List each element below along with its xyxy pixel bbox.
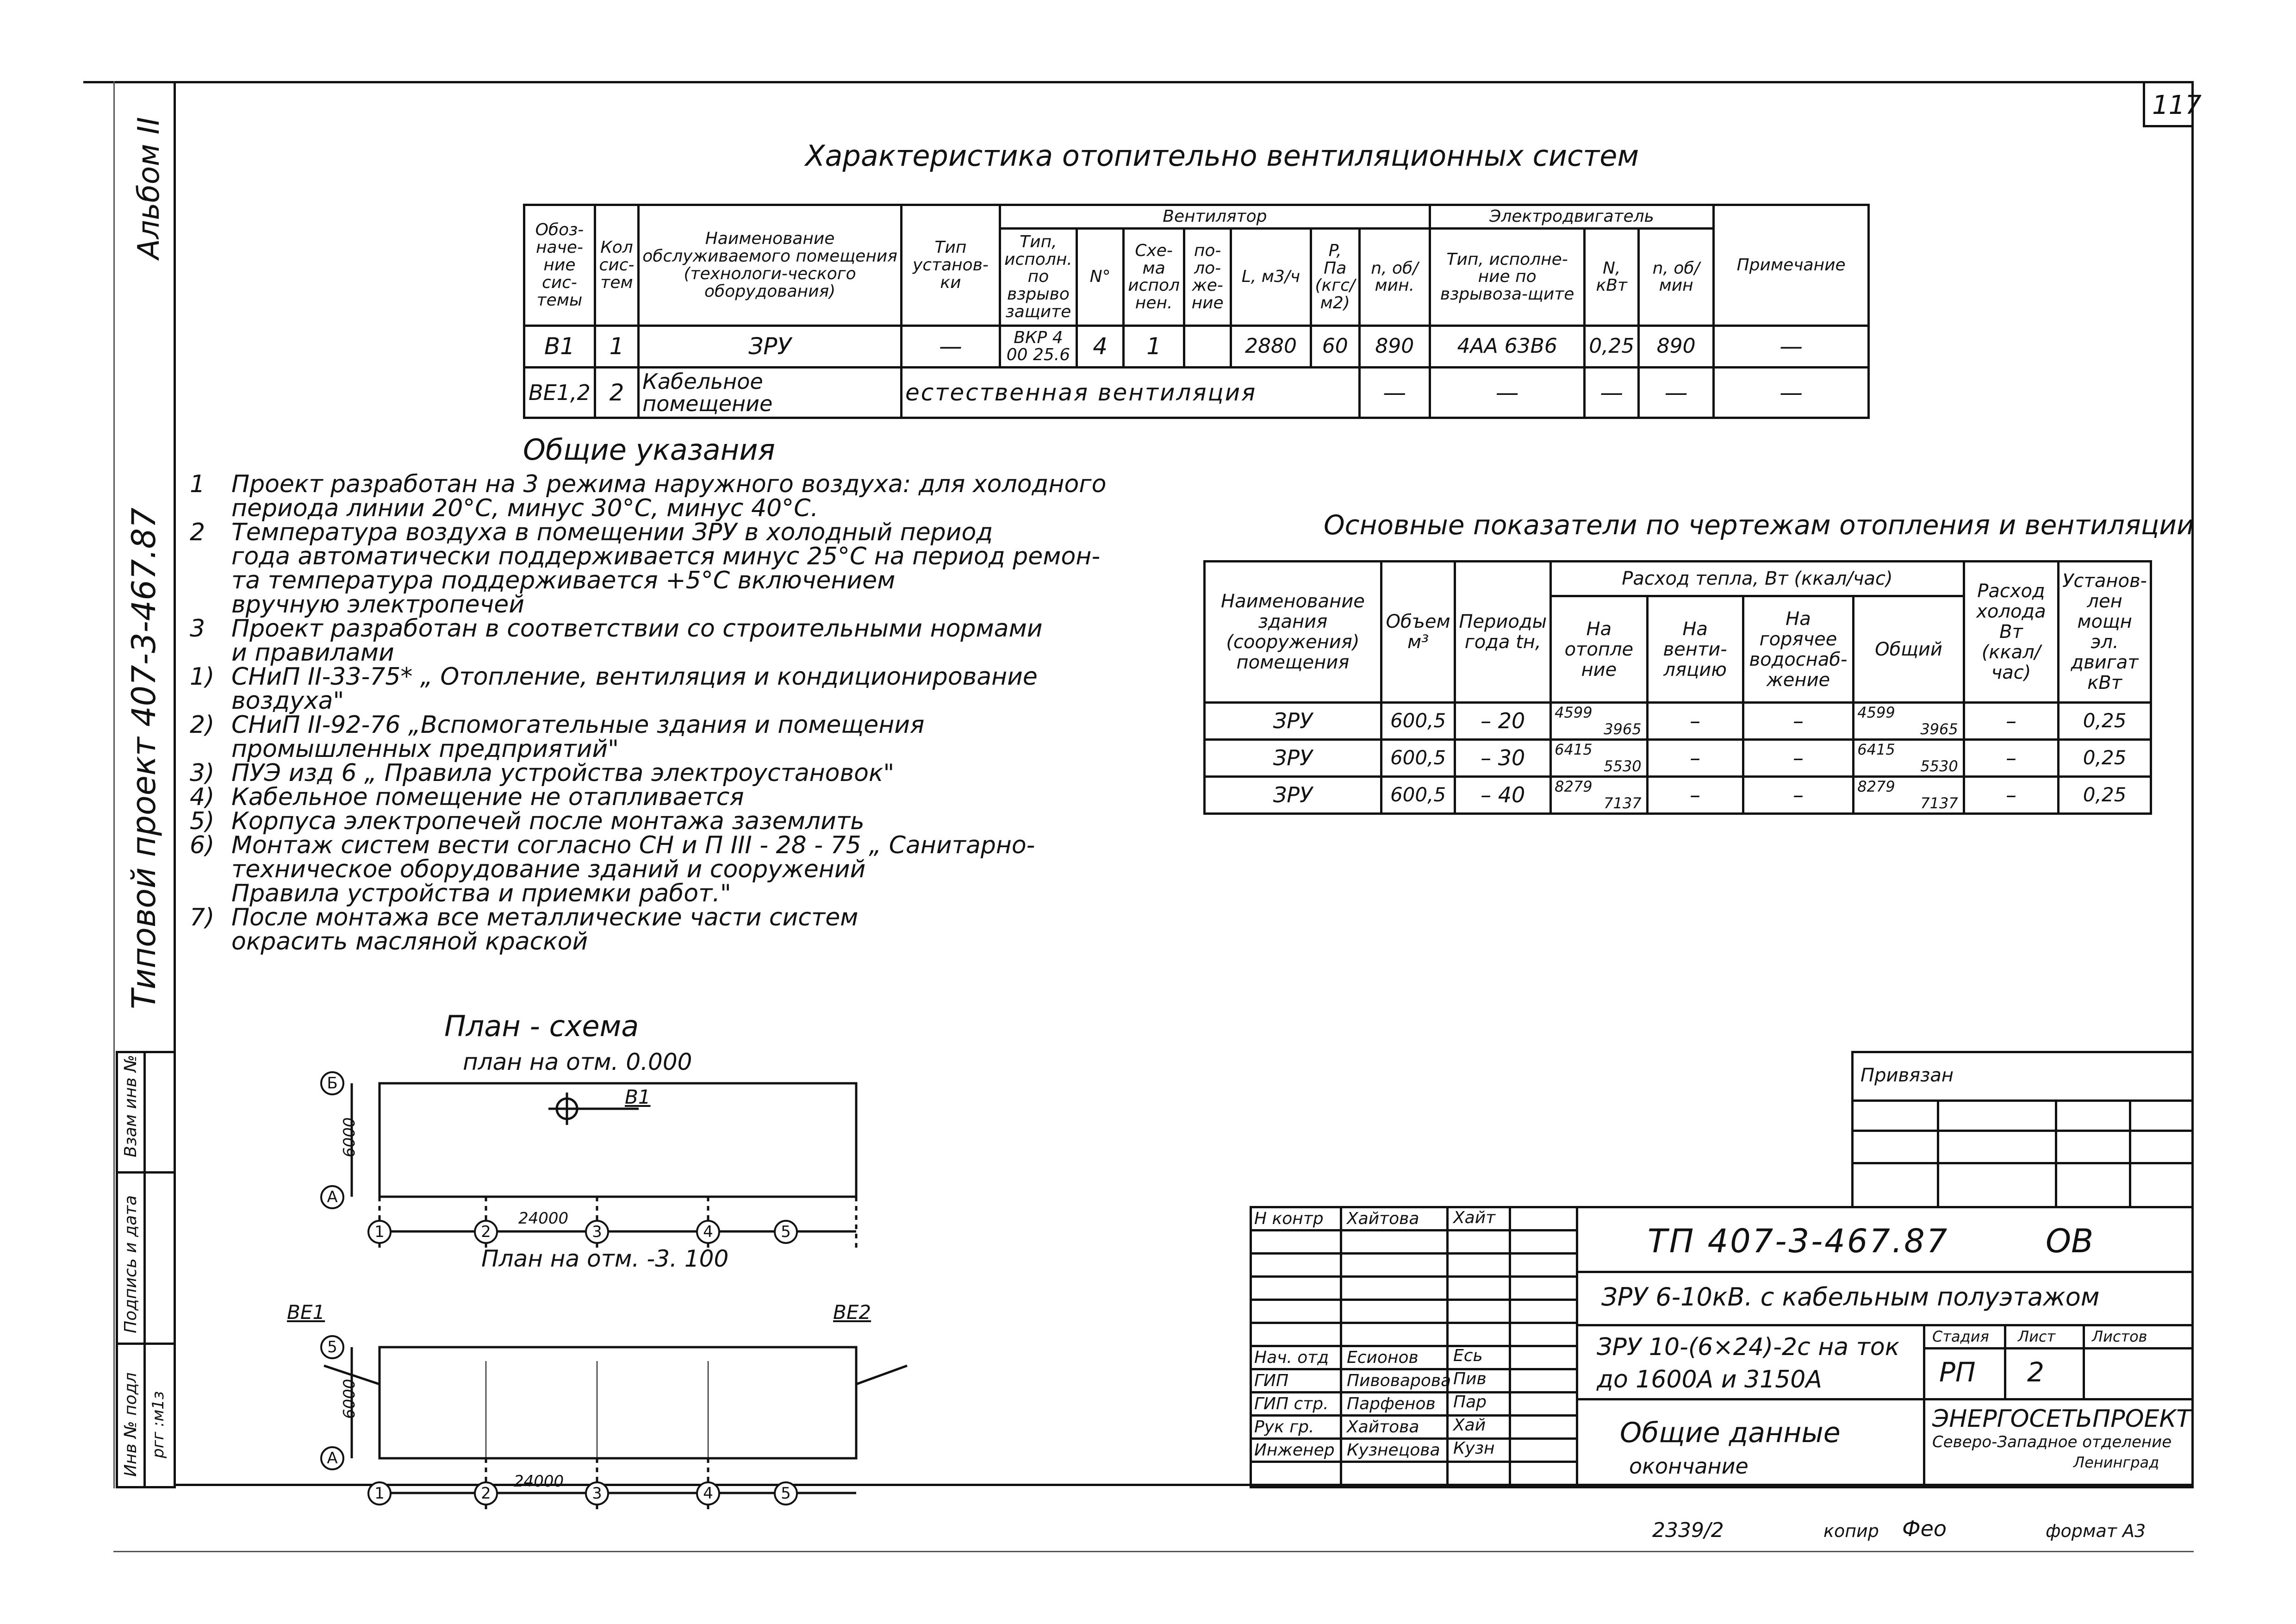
sheet-title-2: окончание — [1629, 1454, 1748, 1479]
left-edge-line — [113, 81, 115, 1488]
th-fan-scheme: Схе-ма испол нен. — [1124, 228, 1184, 325]
note-text: и правилами — [231, 639, 394, 667]
note-line — [190, 641, 1106, 665]
subtitle-1: ЗРУ 10-(6×24)-2с на ток — [1597, 1333, 1900, 1361]
cell: – — [1647, 777, 1743, 814]
plan1-building — [380, 1083, 856, 1197]
note-num: 2 — [190, 518, 205, 546]
note-num: 3) — [190, 759, 215, 787]
note-text: Монтаж систем вести согласно СН и П III - 28 - 75 „ Санитарно- — [231, 831, 1035, 859]
note-num — [190, 930, 231, 954]
axis-a-plan2: А — [320, 1446, 344, 1470]
note-text: промышленных предприятий" — [231, 735, 619, 763]
value-a: 4599 — [1555, 704, 1593, 721]
plan1-label: план на отм. 0.000 — [463, 1049, 692, 1075]
note-text: Проект разработан на 3 режима наружного воздуха: для холодного — [231, 470, 1107, 498]
axis-b-plan1: Б — [320, 1071, 344, 1095]
th-heating: На отопле ние — [1551, 596, 1647, 703]
cell: – — [1647, 740, 1743, 777]
note-text: года автоматически поддерживается минус 25°С на период ремон- — [231, 543, 1101, 570]
role-ruk-gr-sign: Хай — [1453, 1416, 1486, 1435]
axis-2-plan1: 2 — [474, 1220, 498, 1244]
table1-row — [524, 325, 1869, 367]
note-line — [190, 472, 1106, 496]
note-line — [190, 833, 1106, 857]
th-name: Наименование здания (сооружения) помещения — [1205, 562, 1381, 703]
th-period: Периоды года tн, — [1455, 562, 1551, 703]
tb-sheets-col — [2083, 1324, 2085, 1398]
note-num: 4) — [190, 783, 215, 811]
role-gip-str-name: Парфенов — [1347, 1394, 1436, 1413]
cell: В1 — [524, 325, 595, 367]
cell: 4АА 63В6 — [1430, 325, 1585, 367]
th-fan-type: Тип, исполн. по взрыво защите — [1000, 228, 1076, 325]
tb-row3 — [1576, 1398, 2194, 1400]
th-designation: Обоз-наче-ние сис-темы — [524, 205, 595, 326]
org-city: Ленинград — [2073, 1454, 2159, 1471]
note-num: 7) — [190, 904, 215, 931]
note-text: ПУЭ изд 6 „ Правила устройства электроустановок" — [231, 759, 895, 787]
cell: – — [1743, 740, 1854, 777]
role-n-kontr: Н контр — [1254, 1209, 1324, 1228]
note-text: СНиП II-92-76 „Вспомогательные здания и помещения — [231, 711, 925, 739]
cell: ЗРУ — [1205, 703, 1381, 740]
axis-4-plan1: 4 — [696, 1220, 720, 1244]
note-num: 6) — [190, 831, 215, 859]
sheets-label: Листов — [2092, 1328, 2147, 1345]
plan2-dim-height: 6000 — [340, 1379, 359, 1419]
roles-row6 — [1250, 1345, 1576, 1347]
table1-title: Характеристика отопительно вентиляционных систем — [805, 139, 1639, 173]
role-ruk-gr: Рук гр. — [1254, 1418, 1314, 1437]
doc-code: ТП 407-3-467.87 — [1648, 1222, 1949, 1260]
note-num — [190, 593, 231, 617]
note-num — [190, 496, 231, 520]
note-line — [190, 568, 1106, 593]
th-motor-group: Электродвигатель — [1430, 205, 1713, 229]
value-a: 4599 — [1857, 704, 1895, 721]
cell — [1551, 777, 1647, 814]
cell: – — [1964, 703, 2058, 740]
roles-row1 — [1250, 1229, 1576, 1231]
tb-sheet-col — [2004, 1324, 2006, 1398]
cell: 1 — [595, 325, 638, 367]
cell: — — [902, 325, 1000, 367]
role-n-kontr-sign: Хайт — [1453, 1208, 1496, 1227]
axis-2-plan2: 2 — [474, 1481, 498, 1505]
cell — [1854, 777, 1964, 814]
roles-row4 — [1250, 1299, 1576, 1301]
th-fan-position: по-ло-же-ние — [1184, 228, 1231, 325]
sheet-label: Лист — [2018, 1328, 2056, 1345]
value-b: 3965 — [1604, 720, 1642, 738]
note-text: та температура поддерживается +5°С включением — [231, 567, 896, 594]
note-line — [190, 544, 1106, 568]
note-line — [190, 906, 1106, 930]
top-border-line — [83, 81, 2194, 83]
tag-be2: ВЕ2 — [833, 1301, 871, 1324]
cell: 890 — [1359, 325, 1430, 367]
cell: ВКР 4 00 25.6 — [1000, 325, 1076, 367]
note-line — [190, 737, 1106, 761]
table2-row — [1205, 740, 2151, 777]
side-stamp-cell-4: ргг :м1з — [149, 1391, 168, 1458]
note-num — [190, 881, 231, 906]
note-num: 1 — [190, 470, 205, 498]
cell: ЗРУ — [639, 325, 902, 367]
role-ruk-gr-name: Хайтова — [1347, 1418, 1419, 1437]
side-stamp-vdiv — [143, 1051, 146, 1488]
th-power: Установ-лен мощн эл. двигат кВт — [2059, 562, 2151, 703]
axis-5-plan2: 5 — [774, 1481, 798, 1505]
axis-3-plan2: 3 — [585, 1481, 609, 1505]
cell: 0,25 — [2059, 777, 2151, 814]
th-ventilation: На венти-ляцию — [1647, 596, 1743, 703]
cell: ЗРУ — [1205, 777, 1381, 814]
note-text: техническое оборудование зданий и сооружений — [231, 856, 866, 883]
note-text: воздуха" — [231, 687, 344, 715]
tb-row1 — [1576, 1271, 2194, 1273]
cell: – — [1743, 703, 1854, 740]
note-line — [190, 785, 1106, 809]
role-nach-otd: Нач. отд — [1254, 1348, 1329, 1367]
cell: 0,25 — [2059, 703, 2151, 740]
role-gip-str-sign: Пар — [1453, 1393, 1487, 1412]
note-text: СНиП II-33-75* „ Отопление, вентиляция и кондиционирование — [231, 663, 1038, 691]
note-text: вручную электропечей — [231, 591, 525, 618]
footer-format: формат А3 — [2046, 1521, 2146, 1541]
privyazan-label: Привязан — [1860, 1065, 1954, 1086]
plan-drawing — [315, 1065, 963, 1528]
note-text: Правила устройства и приемки работ." — [231, 880, 731, 907]
note-line — [190, 761, 1106, 785]
privyazan-col3 — [2129, 1099, 2131, 1208]
th-heat-group: Расход тепла, Вт (ккал/час) — [1551, 562, 1964, 596]
cell: 2 — [595, 367, 638, 418]
cell: – 20 — [1455, 703, 1551, 740]
cell: 4 — [1076, 325, 1123, 367]
note-num: 5) — [190, 807, 215, 835]
notes-list — [190, 472, 1106, 954]
cell: 600,5 — [1381, 703, 1455, 740]
roles-row10 — [1250, 1437, 1576, 1440]
privyazan-col2 — [2055, 1099, 2057, 1208]
roles-col3 — [1509, 1206, 1511, 1488]
sheet-title: Общие данные — [1620, 1417, 1841, 1449]
roles-col1 — [1340, 1206, 1342, 1488]
axis-1-plan1: 1 — [367, 1220, 392, 1244]
value-b: 7137 — [1604, 794, 1642, 812]
th-unit-type: Тип установ-ки — [902, 205, 1000, 326]
axis-4-plan2: 4 — [696, 1481, 720, 1505]
org-name: ЭНЕРГОСЕТЬПРОЕКТ — [1932, 1405, 2191, 1433]
axis-1-plan2: 1 — [367, 1481, 392, 1505]
cell — [1551, 740, 1647, 777]
value-b: 7137 — [1920, 794, 1958, 812]
value-a: 8279 — [1555, 778, 1593, 795]
cell: 60 — [1311, 325, 1359, 367]
role-gip-sign: Пив — [1453, 1369, 1487, 1388]
roles-col2 — [1446, 1206, 1449, 1488]
axis-3-plan1: 3 — [585, 1220, 609, 1244]
project-label: Типовой проект 407-3-467.87 — [125, 507, 163, 1009]
axis-b-plan2: 5 — [320, 1335, 344, 1359]
cell: естественная вентиляция — [902, 367, 1360, 418]
cell: – — [1743, 777, 1854, 814]
side-stamp-div1 — [116, 1171, 176, 1174]
note-num — [190, 641, 231, 665]
value-a: 6415 — [1857, 741, 1895, 758]
roles-row7 — [1250, 1368, 1576, 1370]
cell: 600,5 — [1381, 777, 1455, 814]
bottom-rule — [113, 1551, 2194, 1552]
plan-title: План - схема — [444, 1009, 639, 1043]
note-line — [190, 809, 1106, 833]
cell: 1 — [1124, 325, 1184, 367]
th-hot-water: На горячее водоснаб-жение — [1743, 596, 1854, 703]
note-line — [190, 593, 1106, 617]
axis-5-plan1: 5 — [774, 1220, 798, 1244]
note-text: Температура воздуха в помещении ЗРУ в холодный период — [231, 518, 993, 546]
th-fan-speed: n, об/мин. — [1359, 228, 1430, 325]
th-fan-flow: L, м3/ч — [1231, 228, 1311, 325]
plan1-dim-width: 24000 — [518, 1209, 569, 1228]
th-motor-speed: n, об/мин — [1639, 228, 1714, 325]
table2-title: Основные показатели по чертежам отопления и вентиляции — [1324, 509, 2194, 541]
roles-row8 — [1250, 1391, 1576, 1393]
note-line — [190, 857, 1106, 881]
axis-a-plan1: А — [320, 1185, 344, 1209]
cell: — — [1585, 367, 1639, 418]
cell: — — [1639, 367, 1714, 418]
privyazan-col1 — [1937, 1099, 1939, 1208]
note-num — [190, 544, 231, 568]
cell: – — [1964, 740, 2058, 777]
cell — [1854, 703, 1964, 740]
stage-value: РП — [1939, 1356, 1976, 1388]
subtitle-2: до 1600А и 3150А — [1597, 1366, 1822, 1393]
note-text: периода линии 20°С, минус 30°С, минус 40°С. — [231, 494, 819, 522]
value-a: 6415 — [1555, 741, 1593, 758]
note-text: Проект разработан в соответствии со строительными нормами — [231, 615, 1043, 643]
roles-row3 — [1250, 1275, 1576, 1278]
th-total: Общий — [1854, 596, 1964, 703]
cell: — — [1714, 367, 1869, 418]
indicators-table — [1203, 560, 2152, 815]
tb-stage-row — [1923, 1347, 2194, 1349]
sheet-value: 2 — [2027, 1356, 2044, 1388]
note-text: После монтажа все металлические части систем — [231, 904, 859, 931]
cell: — — [1359, 367, 1430, 418]
cell: – 30 — [1455, 740, 1551, 777]
side-stamp-cell-3: Инв № подл — [121, 1372, 140, 1477]
th-motor-type: Тип, исполне-ние по взрывоза-щите — [1430, 228, 1585, 325]
note-text: окрасить масляной краской — [231, 928, 588, 956]
value-b: 5530 — [1920, 757, 1958, 775]
plan1-dim-height: 6000 — [340, 1117, 359, 1157]
tag-b1: В1 — [625, 1086, 651, 1108]
role-nach-otd-name: Есионов — [1347, 1348, 1419, 1367]
sheet-number: 117 — [2152, 90, 2202, 120]
privyazan-row3 — [1851, 1162, 2194, 1164]
th-count: Кол сис-тем — [595, 205, 638, 326]
cell: Кабельное помещение — [639, 367, 902, 418]
side-stamp-cell-2: Подпись и дата — [121, 1195, 140, 1333]
privyazan-row2 — [1851, 1130, 2194, 1132]
cell — [1184, 325, 1231, 367]
note-line — [190, 665, 1106, 689]
roles-row5 — [1250, 1322, 1576, 1324]
cell — [1854, 740, 1964, 777]
cell — [1551, 703, 1647, 740]
object-name: ЗРУ 6-10кВ. с кабельным полуэтажом — [1601, 1282, 2100, 1312]
roles-col4 — [1576, 1206, 1578, 1488]
systems-table — [523, 204, 1870, 419]
table1-row — [524, 367, 1869, 418]
note-line — [190, 689, 1106, 713]
role-inzhener: Инженер — [1254, 1441, 1335, 1460]
cell: — — [1430, 367, 1585, 418]
note-line — [190, 881, 1106, 906]
role-gip-name: Пивоварова — [1347, 1371, 1451, 1390]
roles-row11 — [1250, 1461, 1576, 1463]
notes-title: Общие указания — [523, 433, 775, 467]
value-b: 3965 — [1920, 720, 1958, 738]
note-num — [190, 857, 231, 881]
album-label: Альбом II — [132, 117, 166, 259]
note-num — [190, 737, 231, 761]
cell: – 40 — [1455, 777, 1551, 814]
roles-row2 — [1250, 1252, 1576, 1255]
side-stamp-cell-1: Взам инв № — [121, 1055, 140, 1157]
tag-be1: ВЕ1 — [287, 1301, 325, 1324]
th-volume: Объем м³ — [1381, 562, 1455, 703]
note-text: Кабельное помещение не отапливается — [231, 783, 744, 811]
role-gip: ГИП — [1254, 1371, 1289, 1390]
value-a: 8279 — [1857, 778, 1895, 795]
th-fan-pressure: P, Па (кгс/м2) — [1311, 228, 1359, 325]
th-motor-power: N, кВт — [1585, 228, 1639, 325]
cell: 2880 — [1231, 325, 1311, 367]
note-num: 1) — [190, 663, 215, 691]
role-nach-otd-sign: Есь — [1453, 1346, 1483, 1365]
cell: 0,25 — [2059, 740, 2151, 777]
cell: 600,5 — [1381, 740, 1455, 777]
th-room: Наименование обслуживаемого помещения (технологи-ческого оборудования) — [639, 205, 902, 326]
role-inzhener-name: Кузнецова — [1347, 1441, 1440, 1460]
note-num — [190, 689, 231, 713]
plan2-label: План на отм. -3. 100 — [481, 1245, 729, 1272]
side-stamp-div2 — [116, 1343, 176, 1345]
value-b: 5530 — [1604, 757, 1642, 775]
footer-copied: копир — [1823, 1521, 1879, 1541]
table2-row — [1205, 703, 2151, 740]
note-num: 3 — [190, 615, 205, 643]
th-note: Примечание — [1714, 205, 1869, 326]
plan2 — [324, 1347, 907, 1512]
note-text: Корпуса электропечей после монтажа заземлить — [231, 807, 865, 835]
tb-row2 — [1576, 1324, 2194, 1326]
note-line — [190, 617, 1106, 641]
th-fan-no: N° — [1076, 228, 1123, 325]
org-branch: Северо-Западное отделение — [1932, 1433, 2172, 1451]
stage-label: Стадия — [1932, 1328, 1989, 1345]
cell: 0,25 — [1585, 325, 1639, 367]
footer-number: 2339/2 — [1652, 1518, 1724, 1542]
cell: ВЕ1,2 — [524, 367, 595, 418]
note-line — [190, 496, 1106, 520]
cell: — — [1714, 325, 1869, 367]
note-num — [190, 568, 231, 593]
note-line — [190, 713, 1106, 737]
role-gip-str: ГИП стр. — [1254, 1394, 1329, 1413]
plan2-dim-width: 24000 — [514, 1472, 564, 1491]
doc-mark: ОВ — [2046, 1222, 2094, 1260]
cell: ЗРУ — [1205, 740, 1381, 777]
role-inzhener-sign: Кузн — [1453, 1439, 1495, 1458]
th-fan-group: Вентилятор — [1000, 205, 1430, 229]
note-num: 2) — [190, 711, 215, 739]
cell: – — [1964, 777, 2058, 814]
cell: – — [1647, 703, 1743, 740]
privyazan-row1 — [1851, 1099, 2194, 1102]
be2-leader — [856, 1366, 907, 1384]
th-cold: Расход холода Вт (ккал/час) — [1964, 562, 2058, 703]
note-line — [190, 930, 1106, 954]
roles-row9 — [1250, 1414, 1576, 1417]
table2-row — [1205, 777, 2151, 814]
plan2-building — [380, 1347, 856, 1458]
role-n-kontr-name: Хайтова — [1347, 1209, 1419, 1228]
footer-copied-sign: Фео — [1902, 1516, 1947, 1541]
note-line — [190, 520, 1106, 544]
cell: 890 — [1639, 325, 1714, 367]
